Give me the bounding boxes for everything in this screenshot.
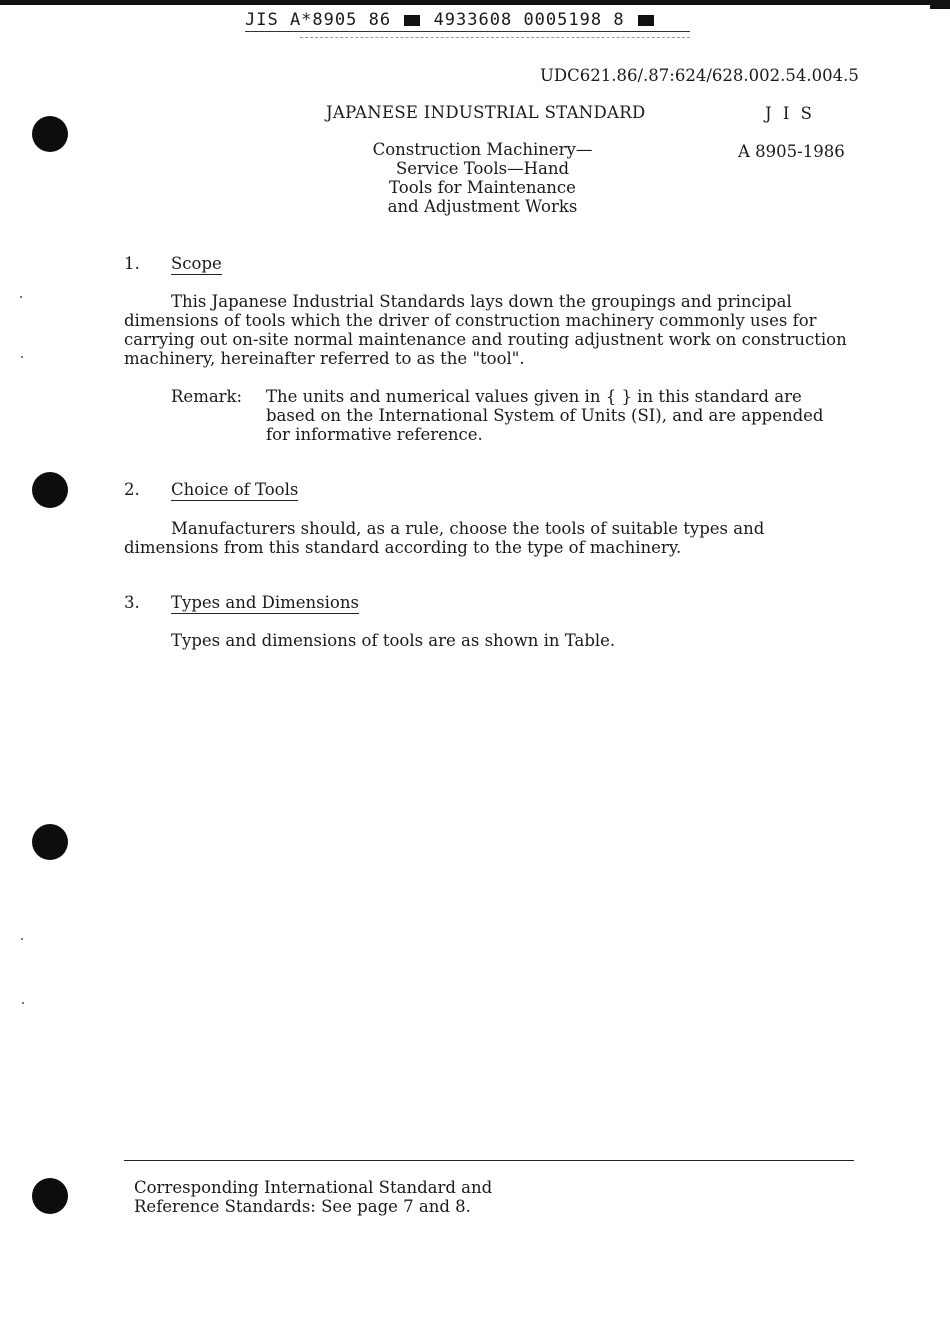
paragraph-line: dimensions from this standard according to the type of machinery. [124,538,682,557]
title-line: and Adjustment Works [387,197,578,216]
standard-number: A 8905-1986 [738,142,845,161]
punch-hole-icon [32,824,68,860]
header-code-part1: JIS A*8905 86 [245,10,392,30]
section-heading-choice-of-tools: Choice of Tools [171,480,299,499]
punch-hole-icon [32,116,68,152]
section-paragraph-scope [124,292,864,368]
remark-line: based on the International System of Units (SI), and are appended [266,406,824,425]
remark-line: for informative reference. [266,425,483,444]
section-number: 1. [124,254,140,273]
paragraph-line: machinery, hereinafter referred to as the "tool". [124,349,525,368]
footnote [134,1178,492,1216]
section-paragraph-choice-of-tools [124,519,864,557]
paragraph-line: Types and dimensions of tools are as shown in Table. [171,631,616,650]
redaction-block-icon [404,15,420,26]
section-heading-scope: Scope [171,254,222,273]
section-number: 3. [124,593,140,612]
header-rule [300,37,690,38]
remark-label: Remark: [171,387,243,406]
punch-hole-icon [32,1178,68,1214]
remark-body [266,387,866,444]
udc-classification: UDC621.86/.87:624/628.002.54.004.5 [540,66,859,85]
remark-line: The units and numerical values given in { } in this standard are [266,387,802,406]
punch-hole-icon [32,472,68,508]
scan-top-edge [0,0,950,5]
scan-speck [21,938,23,940]
scan-speck [20,296,22,298]
paragraph-line: Manufacturers should, as a rule, choose the tools of suitable types and [171,519,765,538]
jis-mark: J I S [765,104,815,123]
section-heading-types-and-dimensions: Types and Dimensions [171,593,359,612]
standard-name: JAPANESE INDUSTRIAL STANDARD [326,103,646,122]
footnote-line: Corresponding International Standard and [134,1178,493,1197]
header-code-part2: 4933608 0005198 8 [433,10,625,30]
title-line: Construction Machinery— [372,140,593,159]
scan-speck [22,1002,24,1004]
document-title [360,140,605,216]
redaction-block-icon [638,15,654,26]
section-number: 2. [124,480,140,499]
paragraph-line: dimensions of tools which the driver of construction machinery commonly uses for [124,311,817,330]
document-header-code [245,10,690,32]
paragraph-line: This Japanese Industrial Standards lays down the groupings and principal [171,292,792,311]
section-paragraph-types-and-dimensions [124,631,864,650]
footnote-rule [124,1160,854,1161]
title-line: Tools for Maintenance [389,178,576,197]
title-line: Service Tools—Hand [395,159,570,178]
scan-speck [21,356,23,358]
footnote-line: Reference Standards: See page 7 and 8. [134,1197,471,1216]
paragraph-line: carrying out on-site normal maintenance and routing adjustnent work on construction [124,330,847,349]
scan-top-edge-corner [930,5,950,9]
